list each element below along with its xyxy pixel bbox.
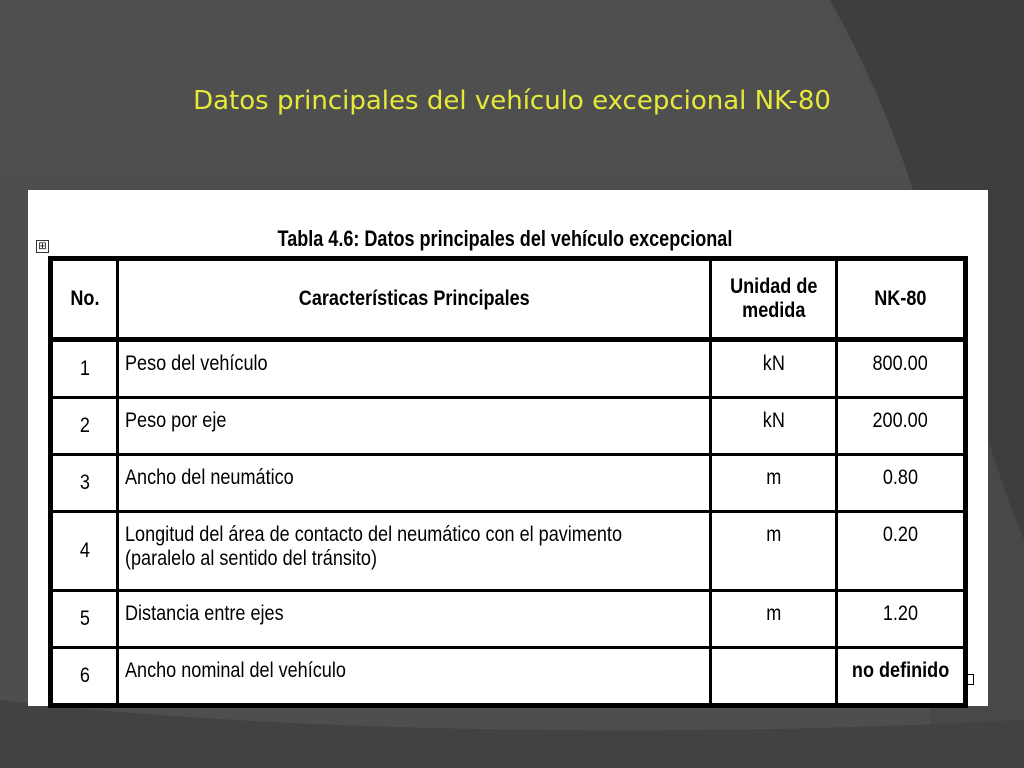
row-no: 4 xyxy=(51,512,118,591)
row-feature: Ancho del neumático xyxy=(118,455,711,512)
paragraph-end-mark xyxy=(966,674,974,685)
row-value: no definido xyxy=(836,648,965,706)
row-feature: Peso del vehículo xyxy=(118,340,711,398)
header-value: NK-80 xyxy=(836,259,965,340)
document-panel xyxy=(28,190,988,706)
table-row xyxy=(51,512,966,591)
row-feature: Ancho nominal del vehículo xyxy=(118,648,711,706)
table-row xyxy=(51,648,966,706)
row-feature: Longitud del área de contacto del neumático con el pavimento (paralelo al sentido del tránsito) xyxy=(118,512,711,591)
row-unit: m xyxy=(710,455,836,512)
header-unit: Unidad de medida xyxy=(710,259,836,340)
row-value: 200.00 xyxy=(836,398,965,455)
row-value: 1.20 xyxy=(836,591,965,648)
row-unit: m xyxy=(710,512,836,591)
row-no: 1 xyxy=(51,340,118,398)
row-unit xyxy=(710,648,836,706)
table-caption: Tabla 4.6: Datos principales del vehículo excepcional xyxy=(277,226,733,251)
table-row xyxy=(51,591,966,648)
row-unit: kN xyxy=(710,398,836,455)
header-no: No. xyxy=(51,259,118,340)
row-feature: Distancia entre ejes xyxy=(118,591,711,648)
row-unit: kN xyxy=(710,340,836,398)
row-no: 6 xyxy=(51,648,118,706)
row-feature: Peso por eje xyxy=(118,398,711,455)
slide-title: Datos principales del vehículo excepcional NK-80 xyxy=(193,86,831,116)
row-no: 2 xyxy=(51,398,118,455)
row-no: 3 xyxy=(51,455,118,512)
row-unit: m xyxy=(710,591,836,648)
row-value: 800.00 xyxy=(836,340,965,398)
row-no: 5 xyxy=(51,591,118,648)
vehicle-data-table xyxy=(48,256,968,708)
row-value: 0.20 xyxy=(836,512,965,591)
row-value: 0.80 xyxy=(836,455,965,512)
table-row xyxy=(51,340,966,398)
table-row xyxy=(51,455,966,512)
move-anchor-icon[interactable]: ⊞ xyxy=(36,240,49,253)
table-header-row xyxy=(51,259,966,340)
table-row xyxy=(51,398,966,455)
header-feature: Características Principales xyxy=(118,259,711,340)
